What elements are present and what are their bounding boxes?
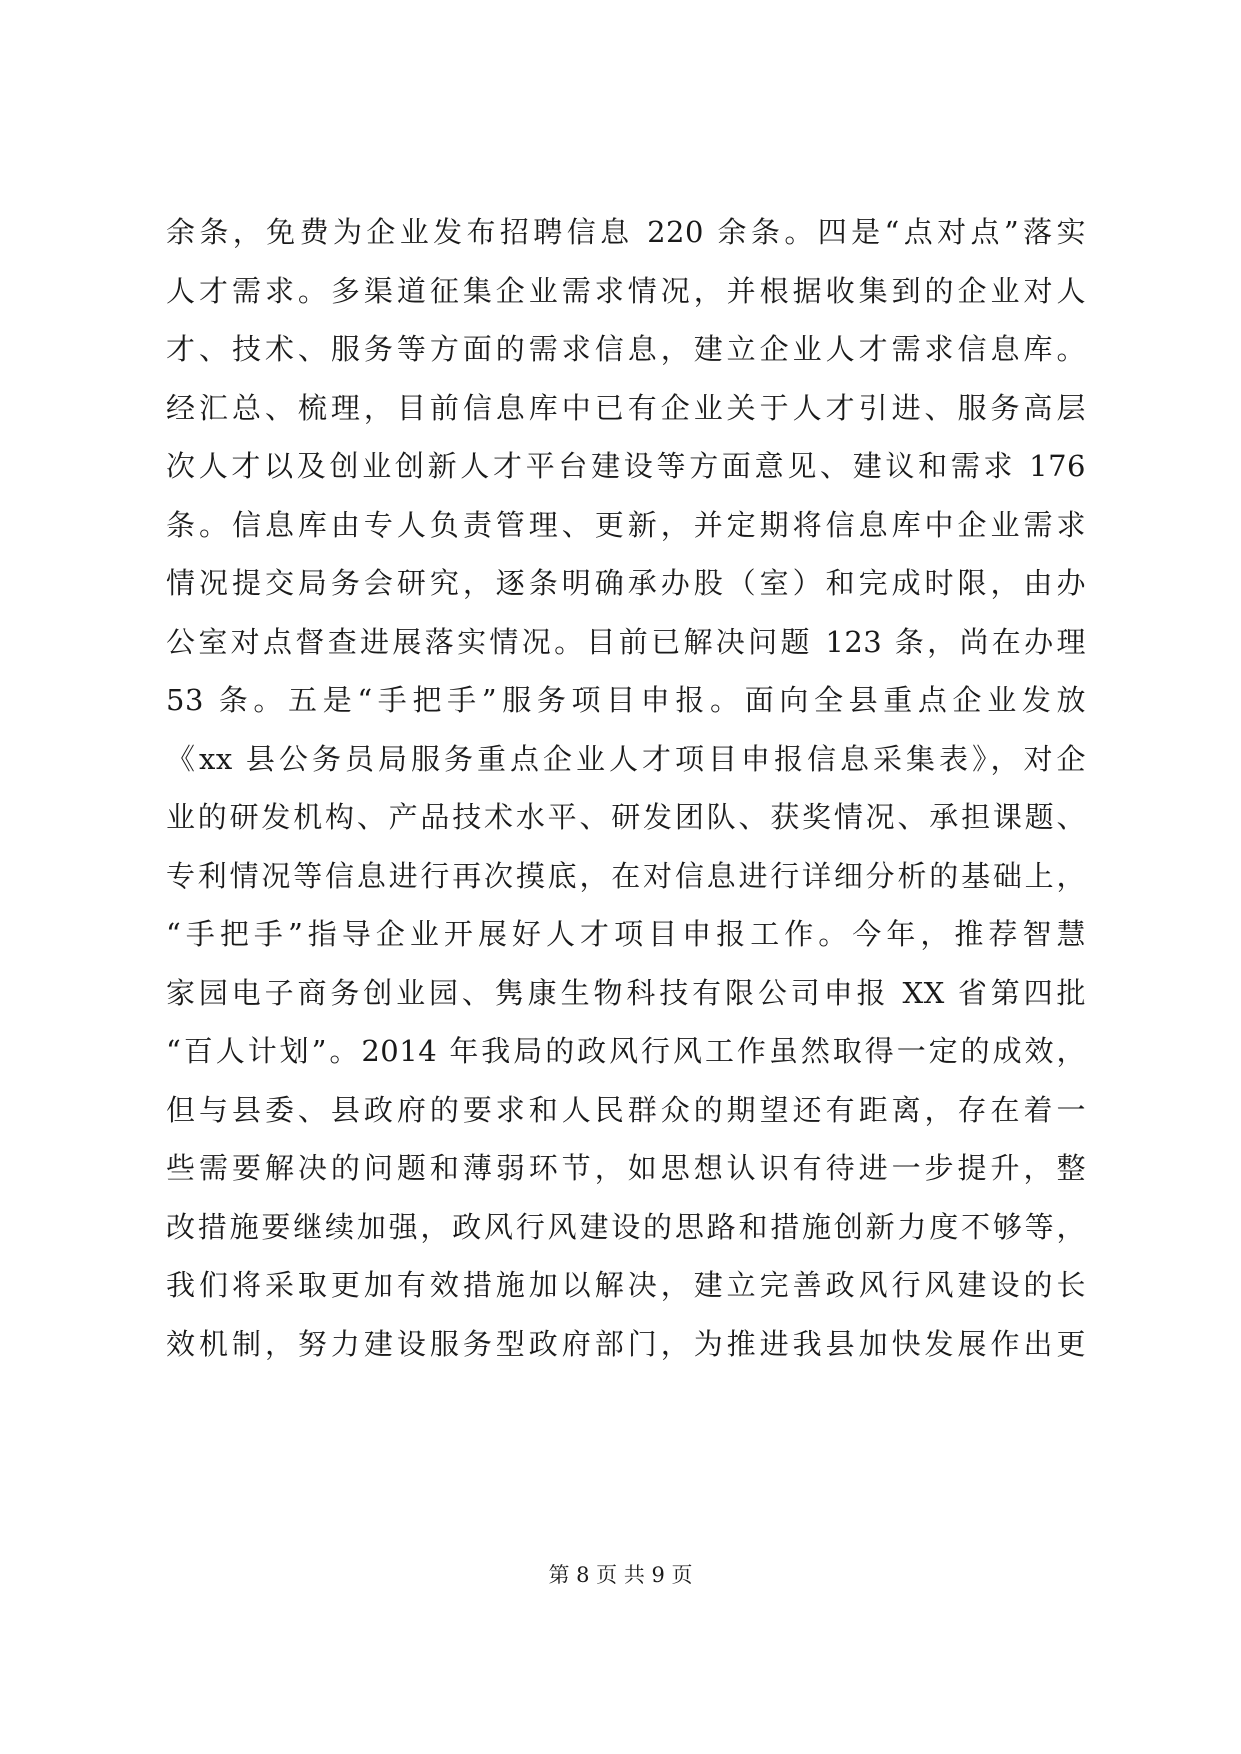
- text-line: 余条，免费为企业发布招聘信息 220 余条。四是“点对点”落实: [166, 215, 1086, 249]
- text-line: 但与县委、县政府的要求和人民群众的期望还有距离，存在着一: [166, 1092, 1086, 1127]
- text-line: 经汇总、梳理，目前信息库中已有企业关于人才引进、服务高层: [166, 390, 1086, 425]
- text-line: 条。信息库由专人负责管理、更新，并定期将信息库中企业需求: [166, 507, 1086, 542]
- text-line: 人才需求。多渠道征集企业需求情况，并根据收集到的企业对人: [166, 273, 1086, 308]
- text-line: 业的研发机构、产品技术水平、研发团队、获奖情况、承担课题、: [166, 800, 1086, 834]
- text-line: 53 条。五是“手把手”服务项目申报。面向全县重点企业发放: [166, 683, 1086, 717]
- text-line: 我们将采取更加有效措施加以解决，建立完善政风行风建设的长: [166, 1268, 1086, 1302]
- text-line: 改措施要继续加强，政风行风建设的思路和措施创新力度不够等，: [166, 1209, 1086, 1244]
- text-line: 效机制，努力建设服务型政府部门，为推进我县加快发展作出更: [166, 1326, 1086, 1361]
- text-line: 公室对点督查进展落实情况。目前已解决问题 123 条，尚在办理: [166, 624, 1086, 659]
- body-text: [166, 203, 1086, 1373]
- text-line: 次人才以及创业创新人才平台建设等方面意见、建议和需求 176: [166, 449, 1086, 483]
- text-line: 情况提交局务会研究，逐条明确承办股（室）和完成时限，由办: [166, 566, 1086, 600]
- text-line: 才、技术、服务等方面的需求信息，建立企业人才需求信息库。: [166, 332, 1086, 366]
- text-line: 专利情况等信息进行再次摸底，在对信息进行详细分析的基础上，: [166, 858, 1086, 893]
- text-line: 些需要解决的问题和薄弱环节，如思想认识有待进一步提升，整: [166, 1151, 1086, 1185]
- text-line: “手把手”指导企业开展好人才项目申报工作。今年，推荐智慧: [166, 917, 1086, 951]
- page-footer: 第 8 页 共 9 页: [548, 1563, 693, 1587]
- text-line: 家园电子商务创业园、隽康生物科技有限公司申报 XX 省第四批: [166, 975, 1086, 1010]
- text-line: “百人计划”。2014 年我局的政风行风工作虽然取得一定的成效，: [166, 1034, 1086, 1068]
- text-line: 《xx 县公务员局服务重点企业人才项目申报信息采集表》，对企: [166, 741, 1086, 776]
